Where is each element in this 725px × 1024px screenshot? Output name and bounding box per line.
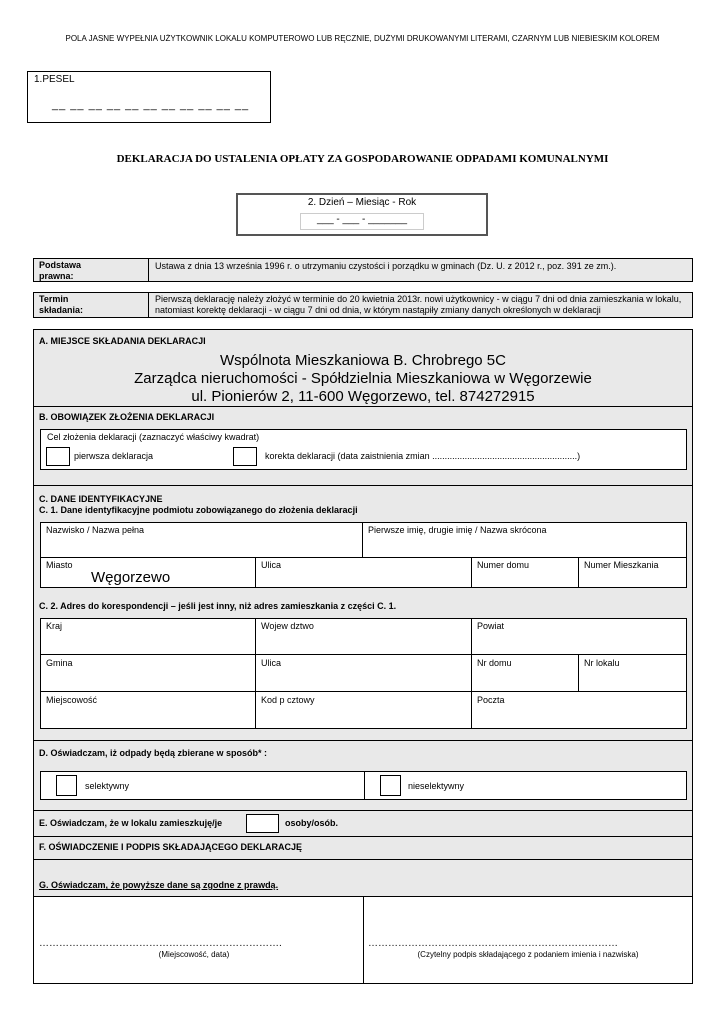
place-date-caption: (Miejscowość, data) [158,950,230,959]
flat-number2-label: Nr lokalu [584,658,620,668]
street-label: Ulica [261,560,282,570]
city-field[interactable] [40,557,256,588]
section-d-box [40,771,687,800]
signature-field[interactable]: ………………………………………………………………… [368,938,618,949]
city-label: Miasto [46,560,73,570]
street-field[interactable] [255,557,472,588]
commune-field[interactable] [40,654,256,692]
flat-number-label: Numer Mieszkania [584,560,659,570]
section-e-prefix: E. Oświadczam, że w lokalu zamieszkuję/je [39,818,223,828]
full-name-label: Nazwisko / Nazwa pełna [46,525,145,535]
locality-label: Miejscowość [46,695,98,705]
place-date-field[interactable]: ………………………………………………………………. [39,938,282,949]
district-field[interactable] [471,618,687,655]
legal-basis-label: Podstawa prawna: [39,260,82,281]
section-d-heading: D. Oświadczam, iż odpady będą zbierane w sposób* : [39,748,268,758]
house-number2-label: Nr domu [477,658,512,668]
section-c1-heading: C. 1. Dane identyfikacyjne podmiotu zobowiązanego do złożenia deklaracji [39,505,358,515]
deadline-label: Termin składania: [39,294,84,315]
section-b-heading: B. OBOWIĄZEK ZŁOŻENIA DEKLARACJI [39,412,215,422]
deadline-text: Pierwszą deklarację należy złożyć w terminie do 20 kwietnia 2013r. nowi użytkownicy - w ciągu 7 dni od dnia zamieszkania w lokalu, natomiast korektę deklaracji - w ciągu 7 dni od dnia, w którym nastąpiły zmiany danych określonych w deklaracji [155,294,682,315]
first-names-field[interactable] [362,522,687,558]
persons-count-input[interactable] [246,814,279,833]
post-office-field[interactable] [471,691,687,729]
street2-field[interactable] [255,654,472,692]
post-office-label: Poczta [477,695,505,705]
non-selective-label: nieselektywny [408,781,465,791]
country-label: Kraj [46,621,63,631]
correction-checkbox[interactable] [233,447,257,466]
house-number-label: Numer domu [477,560,530,570]
signature-caption: (Czytelny podpis składającego z podaniem imienia i nazwiska) [417,950,639,959]
non-selective-checkbox[interactable] [380,775,401,796]
deadline-row [33,292,693,318]
legal-basis-row [33,258,693,282]
section-e-suffix: osoby/osób. [285,818,339,828]
section-b-purpose: Cel złożenia deklaracji (zaznaczyć właściwy kwadrat) [47,432,260,442]
header-note: POLA JASNE WYPEŁNIA UŻYTKOWNIK LOKALU KOMPUTEROWO LUB RĘCZNIE, DUŻYMI DRUKOWANYMI LITERAMI, CZARNYM LUB NIEBIESKIM KOLOREM [65,34,660,43]
date-label: 2. Dzień – Miesiąc - Rok [307,197,417,208]
section-a-line3: ul. Pionierów 2, 11-600 Węgorzewo, tel. 874272915 [191,388,535,405]
pesel-label: 1.PESEL [34,74,75,85]
page-title: DEKLARACJA DO USTALENIA OPŁATY ZA GOSPODAROWANIE ODPADAMI KOMUNALNYMI [116,153,609,165]
section-a-line2: Zarządca nieruchomości - Spółdzielnia Mieszkaniowa w Węgorzewie [134,370,592,387]
date-input[interactable]: ___ - ___ - _______ [300,213,424,230]
full-name-field[interactable] [40,522,363,558]
locality-field[interactable] [40,691,256,729]
house-number-field[interactable] [471,557,579,588]
commune-label: Gmina [46,658,73,668]
city-value: Węgorzewo [91,569,171,586]
street2-label: Ulica [261,658,282,668]
selective-label: selektywny [85,781,130,791]
flat-number2-field[interactable] [578,654,687,692]
flat-number-field[interactable] [578,557,687,588]
house-number2-field[interactable] [471,654,579,692]
section-b-box [40,429,687,470]
first-declaration-label: pierwsza deklaracja [74,451,154,461]
pesel-input[interactable]: __ __ __ __ __ __ __ __ __ __ __ [52,99,250,111]
section-a-heading: A. MIEJSCE SKŁADANIA DEKLARACJI [39,336,206,346]
section-a-line1: Wspólnota Mieszkaniowa B. Chrobrego 5C [220,352,506,369]
main-form [33,329,693,984]
country-field[interactable] [40,618,256,655]
first-names-label: Pierwsze imię, drugie imię / Nazwa skrócona [368,525,547,535]
voivodeship-field[interactable] [255,618,472,655]
section-g-heading: G. Oświadczam, że powyższe dane są zgodne z prawdą. [39,880,279,890]
date-box [236,193,488,236]
section-c2-heading: C. 2. Adres do korespondencji – jeśli jest inny, niż adres zamieszkania z części C. 1. [39,601,397,611]
first-declaration-checkbox[interactable] [46,447,70,466]
section-f-heading: F. OŚWIADCZENIE I PODPIS SKŁADAJĄCEGO DEKLARACJĘ [39,842,303,852]
postal-code-label: Kod p cztowy [261,695,315,705]
postal-code-field[interactable] [255,691,472,729]
selective-checkbox[interactable] [56,775,77,796]
voivodeship-label: Wojew dztwo [261,621,314,631]
signature-area [34,896,692,983]
section-c-heading: C. DANE IDENTYFIKACYJNE [39,494,163,504]
legal-basis-text: Ustawa z dnia 13 września 1996 r. o utrzymaniu czystości i porządku w gminach (Dz. U. z 2012 r., poz. 391 ze zm.). [155,261,617,271]
district-label: Powiat [477,621,505,631]
correction-label: korekta deklaracji (data zaistnienia zmian ..........................................................) [265,451,581,461]
pesel-box [27,71,271,123]
